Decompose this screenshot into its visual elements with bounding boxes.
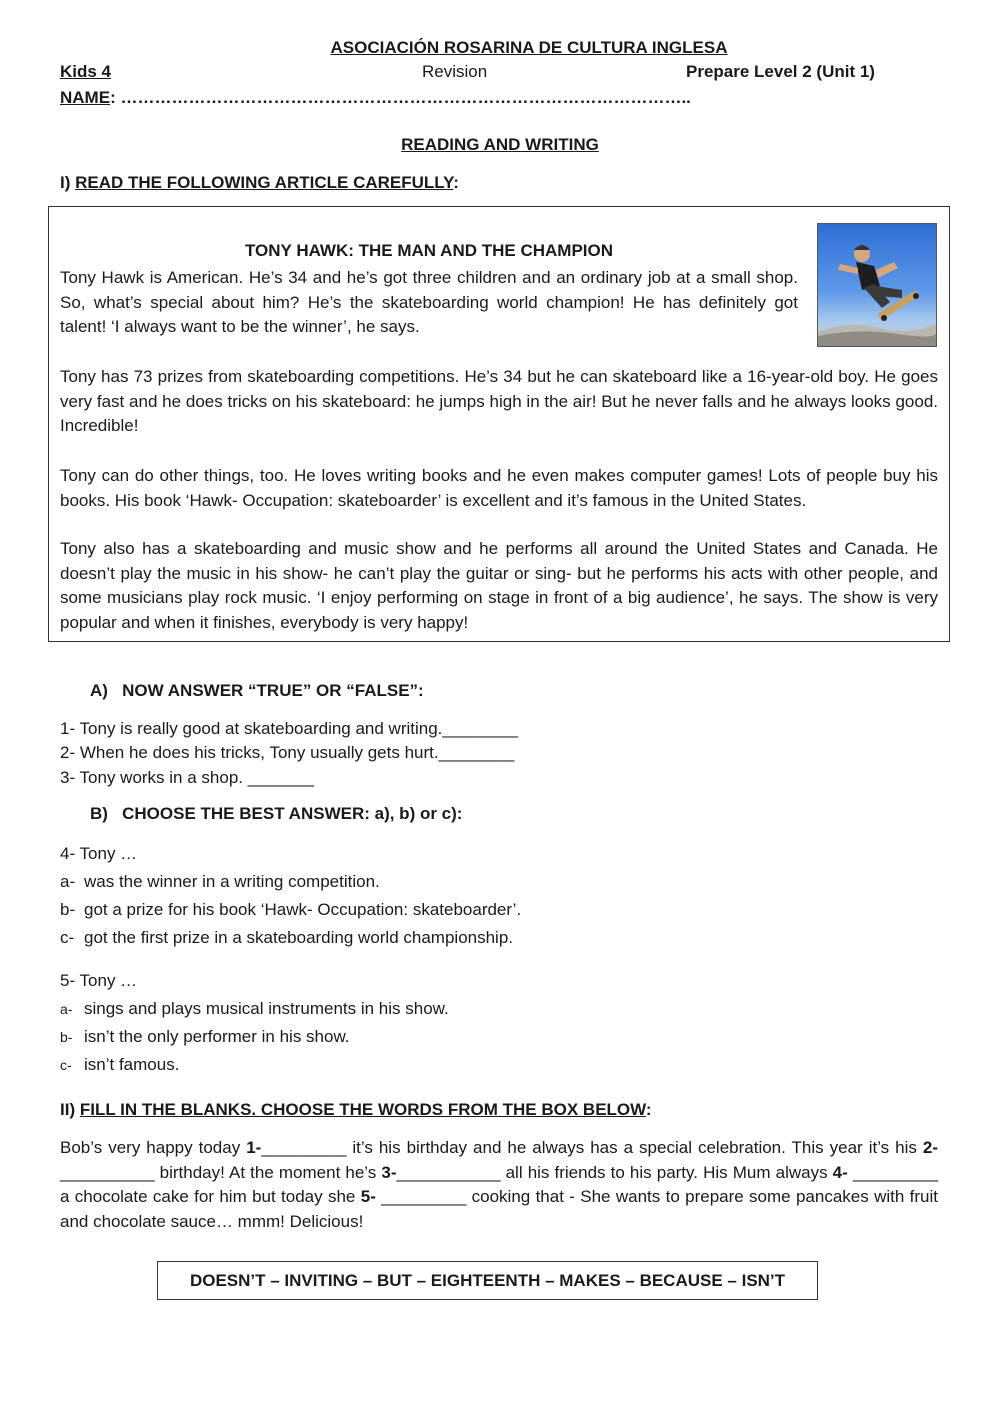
fill-text-segment: _________ it’s his birthday and he always has a special celebration. This year it’s his [261,1138,923,1157]
skateboarder-illustration [818,224,936,346]
fill-in-blanks-text[interactable] [60,1136,938,1234]
part1-number: I) [60,173,76,192]
fill-text-segment: _________ a chocolate cake for him but today she [60,1162,938,1206]
article-box [48,206,950,642]
fill-text-segment: __________ birthday! At the moment he’s [60,1162,382,1182]
option-letter: b- [60,900,76,919]
partB-heading [90,804,462,824]
name-dots: : ……………………………………………………………………………………….. [110,88,691,107]
partA-label: A) [90,681,108,700]
article-title: TONY HAWK: THE MAN AND THE CHAMPION [244,241,613,260]
question-4-option-a[interactable] [60,872,380,892]
option-text: isn’t the only performer in his show. [84,1027,350,1046]
question-5-option-a[interactable] [60,999,449,1019]
blank-number-1: 1- [246,1138,262,1157]
partB-title: CHOOSE THE BEST ANSWER: a), b) or c): [122,804,463,823]
article-paragraph-3: Tony can do other things, too. He loves writing books and he even makes computer games! Lots of people buy his books. His book ‘Hawk- Occupation: skateboarder’ is excellent and it’s famous in the United States. [60,466,938,510]
part2-number: II) [60,1100,80,1119]
part1-heading [60,173,459,193]
question-4-option-c[interactable] [60,928,513,948]
name-label: NAME [60,88,111,107]
option-text: was the winner in a writing competition. [84,872,380,891]
part2-instruction: FILL IN THE BLANKS. CHOOSE THE WORDS FROM THE BOX BELOW [79,1100,646,1119]
partA-heading [90,681,424,701]
question-5-option-b[interactable] [60,1027,350,1047]
option-letter: c- [60,928,75,947]
question-4-stem: 4- Tony … [60,844,138,863]
institution-title: ASOCIACIÓN ROSARINA DE CULTURA INGLESA [330,38,728,57]
skateboarder-photo [817,223,937,347]
blank-number-5: 5- [360,1187,376,1206]
true-false-question-2[interactable]: 2- When he does his tricks, Tony usually gets hurt.________ [60,743,515,762]
option-letter: c- [60,1057,72,1073]
article-paragraph-2: Tony has 73 prizes from skateboarding competitions. He’s 34 but he can skateboard like a 16-year-old boy. He goes very fast and he does tricks on his skateboard: he jumps high in the air! But he never falls and he always looks good. Incredible! [60,367,938,435]
blank-number-2: 2- [922,1138,938,1157]
question-4-option-b[interactable] [60,900,521,920]
section-title: READING AND WRITING [401,135,599,154]
true-false-question-3[interactable]: 3- Tony works in a shop. _______ [60,768,314,787]
part1-colon: : [453,173,459,192]
option-text: got the first prize in a skateboarding world championship. [84,928,514,947]
blank-number-4: 4- [832,1162,848,1182]
option-text: got a prize for his book ‘Hawk- Occupation: skateboarder’. [84,900,522,919]
option-text: isn’t famous. [84,1055,180,1074]
question-5-option-c[interactable] [60,1055,179,1075]
option-letter: a- [60,872,76,891]
option-text: sings and plays musical instruments in his show. [84,999,449,1018]
option-letter: a- [60,1001,73,1017]
part2-colon: : [645,1100,652,1119]
fill-text-segment: ___________ all his friends to his party. His Mum always [396,1162,833,1182]
course-label: Prepare Level 2 (Unit 1) [686,62,875,81]
part2-heading [60,1100,652,1120]
article-paragraph-1: Tony Hawk is American. He’s 34 and he’s got three children and an ordinary job at a small shop. So, what’s special about him? He’s the skateboarding world champion! He has definitely got talent! ‘I always want to be the winner’, he says. [60,268,798,336]
worksheet-type: Revision [422,62,488,81]
partB-label: B) [90,804,108,823]
fill-text-segment: _________ cooking that - She wants to prepare some pancakes with fruit and chocolate sauce… mmm! Delicious! [60,1187,938,1231]
true-false-question-1[interactable]: 1- Tony is really good at skateboarding and writing.________ [60,719,519,738]
option-letter: b- [60,1029,73,1045]
blank-number-3: 3- [381,1162,397,1182]
part1-instruction: READ THE FOLLOWING ARTICLE CAREFULLY [75,173,454,192]
word-box: DOESN’T – INVITING – BUT – EIGHTEENTH – MAKES – BECAUSE – ISN’T [157,1261,818,1300]
name-line[interactable] [60,88,691,108]
level-label: Kids 4 [60,62,112,81]
question-5-stem: 5- Tony … [60,971,138,990]
fill-text-segment: Bob’s very happy today [60,1138,247,1157]
partA-title: NOW ANSWER “TRUE” OR “FALSE”: [122,681,424,700]
article-paragraph-4: Tony also has a skateboarding and music show and he performs all around the United States and Canada. He doesn’t play the music in his show- he can’t play the guitar or sing- but he performs his acts with other people, and some musicians play rock music. ‘I enjoy performing on stage in front of a big audience’, he says. The show is very popular and when it finishes, everybody is very happy! [60,539,938,632]
